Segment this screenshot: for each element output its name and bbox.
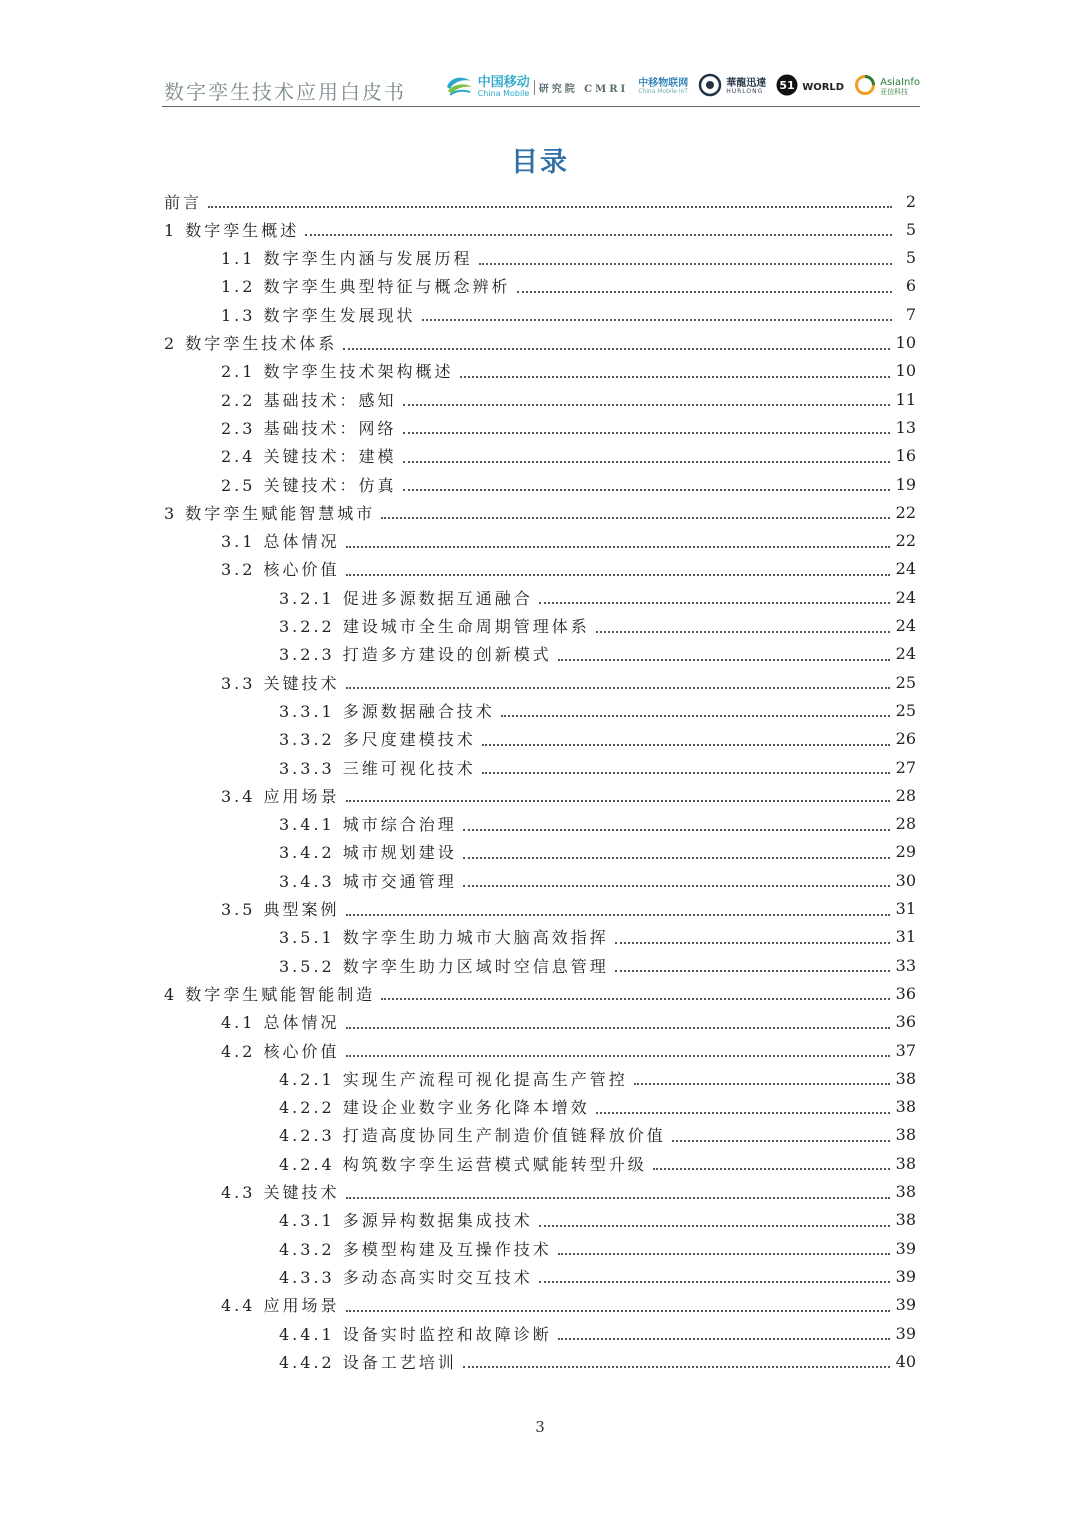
toc-entry-label: 4.4.2 设备工艺培训 [279, 1352, 457, 1372]
toc-leader-dots [539, 1281, 890, 1283]
toc-entry[interactable] [279, 1093, 916, 1121]
toc-leader-dots [482, 744, 890, 746]
toc-entry-page: 11 [895, 389, 916, 409]
toc-entry-label: 4.3 关键技术 [221, 1183, 340, 1202]
toc-leader-dots [208, 206, 892, 208]
toc-leader-dots [403, 432, 890, 434]
toc-entry[interactable] [221, 442, 916, 470]
toc-entry[interactable] [221, 1008, 916, 1036]
toc-entry-page: 38 [895, 1125, 916, 1145]
toc-leader-dots [558, 1338, 890, 1340]
iot-en: China Mobile IoT [638, 88, 688, 96]
toc-entry-label: 3.2.1 促进多源数据互通融合 [279, 588, 533, 608]
toc-entry-page: 24 [895, 616, 916, 635]
toc-leader-dots [539, 1225, 890, 1227]
toc-entry-page: 25 [895, 700, 916, 720]
asiainfo-cn: 亚信科技 [880, 87, 909, 96]
toc-leader-dots [517, 291, 892, 293]
toc-entry-label: 3.4.2 城市规划建设 [279, 843, 457, 863]
toc-entry-label: 3.3 关键技术 [221, 673, 340, 693]
toc-entry-label: 2.4 关键技术：建模 [221, 447, 397, 467]
china-mobile-iot-logo [638, 79, 688, 96]
toc-entry-page: 10 [895, 333, 916, 352]
toc-leader-dots [463, 885, 890, 887]
toc-entry-page: 6 [905, 276, 916, 296]
toc-entry-label: 3.4.3 城市交通管理 [279, 871, 457, 891]
toc-leader-dots [501, 715, 890, 717]
toc-entry-label: 1 数字孪生概述 [164, 220, 300, 240]
document-title: 数字孪生技术应用白皮书 [164, 80, 406, 104]
china-mobile-icon [444, 73, 474, 101]
toc-entry-label: 4.3.2 多模型构建及互操作技术 [279, 1239, 552, 1259]
toc-entry-label: 3.2 核心价值 [221, 560, 340, 580]
toc-entry[interactable] [279, 1121, 916, 1149]
toc-leader-dots [558, 659, 890, 661]
toc-entry-label: 4 数字孪生赋能智能制造 [164, 984, 376, 1004]
toc-entry-page: 27 [895, 757, 916, 777]
toc-entry-page: 7 [905, 304, 916, 324]
china-mobile-logo [444, 73, 629, 101]
toc-entry[interactable] [221, 1036, 916, 1064]
toc-entry[interactable] [221, 300, 916, 328]
toc-entry-page: 31 [895, 927, 916, 947]
toc-entry-label: 4.3.1 多源异构数据集成技术 [279, 1211, 533, 1231]
toc-entry-label: 3.3.3 三维可视化技术 [279, 758, 476, 778]
toc-leader-dots [463, 1366, 890, 1368]
toc-entry-page: 29 [895, 842, 916, 862]
toc-entry-page: 31 [895, 899, 916, 918]
china-mobile-en: China Mobile [477, 88, 530, 98]
toc-entry[interactable] [221, 244, 916, 272]
toc-entry-label: 2.3 基础技术：网络 [221, 418, 397, 438]
toc-entry-page: 39 [895, 1323, 916, 1343]
toc-entry-label: 4.2.1 实现生产流程可视化提高生产管控 [279, 1069, 628, 1089]
toc-entry[interactable] [164, 329, 916, 357]
toc-entry-page: 28 [895, 785, 916, 805]
51world-logo [776, 74, 844, 100]
toc-entry-page: 33 [895, 955, 916, 975]
toc-entry-page: 37 [895, 1040, 916, 1060]
toc-entry[interactable] [279, 838, 916, 866]
toc-entry[interactable] [164, 215, 916, 243]
toc-entry-page: 24 [895, 559, 916, 579]
toc-entry-label: 前言 [164, 192, 203, 212]
toc-entry[interactable] [221, 555, 916, 583]
toc-entry[interactable] [279, 1319, 916, 1347]
toc-entry[interactable] [279, 583, 916, 611]
toc-entry[interactable] [164, 498, 916, 526]
toc-entry-label: 4.4.1 设备实时监控和故障诊断 [279, 1324, 552, 1344]
hurlong-cn: 華龍迅達 [726, 77, 767, 89]
toc-entry[interactable] [221, 470, 916, 498]
toc-entry-label: 2.5 关键技术：仿真 [221, 475, 397, 495]
toc-heading: 目录 [511, 147, 569, 178]
toc-entry-page: 2 [905, 191, 916, 211]
toc-entry-page: 16 [895, 446, 916, 466]
toc-entry[interactable] [279, 1064, 916, 1092]
china-mobile-cn: 中国移动 [477, 74, 530, 90]
toc-entry[interactable] [279, 810, 916, 838]
toc-entry-label: 1.2 数字孪生典型特征与概念辨析 [221, 277, 511, 297]
toc-leader-dots [381, 517, 889, 519]
toc-entry[interactable] [279, 1347, 916, 1375]
toc-entry[interactable] [279, 1149, 916, 1177]
toc-entry-label: 4.1 总体情况 [221, 1013, 340, 1033]
toc-entry[interactable] [221, 413, 916, 441]
toc-entry-label: 1.1 数字孪生内涵与发展历程 [221, 249, 473, 269]
toc-entry-label: 3.4 应用场景 [221, 786, 340, 806]
toc-entry-label: 4.4 应用场景 [221, 1296, 340, 1316]
toc-entry[interactable] [221, 668, 916, 696]
toc-entry-label: 2.2 基础技术：感知 [221, 390, 397, 410]
toc-entry[interactable] [279, 923, 916, 951]
toc-entry-page: 25 [895, 672, 916, 692]
toc-entry-page: 38 [895, 1068, 916, 1088]
toc-entry[interactable] [279, 725, 916, 753]
toc-entry-page: 38 [895, 1153, 916, 1173]
toc-entry[interactable] [221, 1178, 916, 1206]
toc-entry-label: 4.3.3 多动态高实时交互技术 [279, 1267, 533, 1287]
toc-leader-dots [346, 1027, 890, 1029]
51world-text: WORLD [802, 81, 845, 93]
toc-entry-page: 40 [895, 1351, 916, 1371]
toc-entry[interactable] [279, 640, 916, 668]
toc-entry-page: 13 [895, 417, 916, 437]
toc-leader-dots [634, 1083, 890, 1085]
toc-entry-label: 3.1 总体情况 [221, 532, 340, 552]
asiainfo-icon [854, 74, 876, 100]
toc-entry-label: 2.1 数字孪生技术架构概述 [221, 362, 454, 382]
toc-entry-page: 36 [895, 1012, 916, 1032]
asiainfo-logo [854, 74, 920, 100]
toc-entry[interactable] [221, 781, 916, 809]
cmri-label: 研究院 CMRI [534, 80, 629, 95]
toc-entry-page: 28 [895, 814, 916, 834]
hurlong-en: HURLONG [726, 88, 764, 96]
toc-entry[interactable] [164, 187, 916, 215]
toc-leader-dots [381, 998, 889, 1000]
toc-entry[interactable] [221, 357, 916, 385]
toc-entry-page: 22 [895, 531, 916, 551]
toc-entry-label: 4.2.3 打造高度协同生产制造价值链释放价值 [279, 1126, 666, 1146]
toc-entry-label: 2 数字孪生技术体系 [164, 334, 338, 353]
toc-entry-page: 24 [895, 587, 916, 607]
toc-entry-label: 4.2.2 建设企业数字业务化降本增效 [279, 1098, 590, 1118]
toc-entry-page: 38 [895, 1182, 916, 1201]
toc-entry-page: 36 [895, 983, 916, 1003]
toc-leader-dots [346, 1055, 890, 1057]
toc-entry-page: 5 [905, 219, 916, 239]
toc-leader-dots [479, 263, 892, 265]
toc-leader-dots [672, 1140, 890, 1142]
toc-leader-dots [346, 546, 890, 548]
toc-entry[interactable] [279, 696, 916, 724]
toc-entry-label: 3.3.2 多尺度建模技术 [279, 730, 476, 750]
toc-leader-dots [343, 348, 889, 350]
toc-leader-dots [463, 829, 890, 831]
51world-icon [776, 74, 798, 100]
toc-leader-dots [403, 461, 890, 463]
toc-entry-label: 3.5.2 数字孪生助力区域时空信息管理 [279, 956, 609, 976]
toc-entry-label: 3.2.3 打造多方建设的创新模式 [279, 645, 552, 665]
toc-entry-page: 39 [895, 1238, 916, 1258]
toc-leader-dots [558, 1253, 890, 1255]
toc-entry-page: 5 [905, 248, 916, 268]
toc-entry-label: 3.5.1 数字孪生助力城市大脑高效指挥 [279, 928, 609, 948]
toc-leader-dots [596, 1112, 890, 1114]
toc-entry[interactable] [221, 385, 916, 413]
toc-leader-dots [346, 914, 890, 916]
toc-leader-dots [653, 1168, 890, 1170]
toc-entry-label: 3.4.1 城市综合治理 [279, 815, 457, 835]
toc-leader-dots [596, 631, 890, 633]
toc-entry-page: 22 [895, 502, 916, 522]
toc-entry-page: 26 [895, 729, 916, 749]
toc-leader-dots [463, 857, 890, 859]
toc-leader-dots [539, 602, 890, 604]
toc-leader-dots [346, 687, 890, 689]
toc-entry[interactable] [221, 1291, 916, 1319]
toc-entry-page: 38 [895, 1210, 916, 1230]
toc-leader-dots [346, 1197, 890, 1199]
toc-leader-dots [422, 319, 892, 321]
toc-entry[interactable] [279, 612, 916, 640]
toc-entry[interactable] [279, 1262, 916, 1290]
toc-entry-page: 19 [895, 474, 916, 494]
toc-entry[interactable] [221, 272, 916, 300]
toc-entry[interactable] [221, 895, 916, 923]
toc-leader-dots [346, 574, 890, 576]
toc-leader-dots [346, 1310, 890, 1312]
iot-cn: 中移物联网 [638, 77, 689, 89]
toc-entry[interactable] [279, 1234, 916, 1262]
toc-leader-dots [615, 970, 890, 972]
asiainfo-en: AsiaInfo [880, 77, 920, 89]
toc-leader-dots [403, 489, 890, 491]
51world-number: 51 [779, 79, 795, 92]
toc-leader-dots [615, 942, 890, 944]
toc-entry-label: 3.5 典型案例 [221, 900, 340, 919]
toc-entry-label: 3.2.2 建设城市全生命周期管理体系 [279, 617, 590, 636]
toc-leader-dots [482, 772, 890, 774]
toc-entry-label: 4.2.4 构筑数字孪生运营模式赋能转型升级 [279, 1154, 647, 1174]
toc-entry-label: 3 数字孪生赋能智慧城市 [164, 503, 376, 523]
toc-entry-page: 10 [895, 361, 916, 381]
toc-entry-page: 38 [895, 1097, 916, 1117]
hurlong-icon [698, 73, 722, 101]
hurlong-logo [698, 73, 766, 101]
toc-entry-label: 3.3.1 多源数据融合技术 [279, 701, 495, 721]
toc-entry[interactable] [164, 979, 916, 1007]
toc-leader-dots [346, 800, 890, 802]
toc-entry[interactable] [221, 527, 916, 555]
toc-entry-page: 24 [895, 644, 916, 664]
toc-entry[interactable] [279, 951, 916, 979]
toc-leader-dots [305, 234, 892, 236]
toc-entry-page: 39 [895, 1266, 916, 1286]
toc-entry-page: 39 [895, 1295, 916, 1315]
toc-leader-dots [403, 404, 890, 406]
partner-logos [444, 72, 920, 102]
toc-entry-label: 4.2 核心价值 [221, 1041, 340, 1061]
page-header [162, 66, 920, 107]
toc-entry[interactable] [279, 866, 916, 894]
toc-entry[interactable] [279, 1206, 916, 1234]
page-number: 3 [535, 1418, 545, 1436]
toc-leader-dots [460, 376, 890, 378]
toc-entry-page: 30 [895, 870, 916, 890]
toc-entry[interactable] [279, 753, 916, 781]
toc-entry-label: 1.3 数字孪生发展现状 [221, 305, 416, 325]
